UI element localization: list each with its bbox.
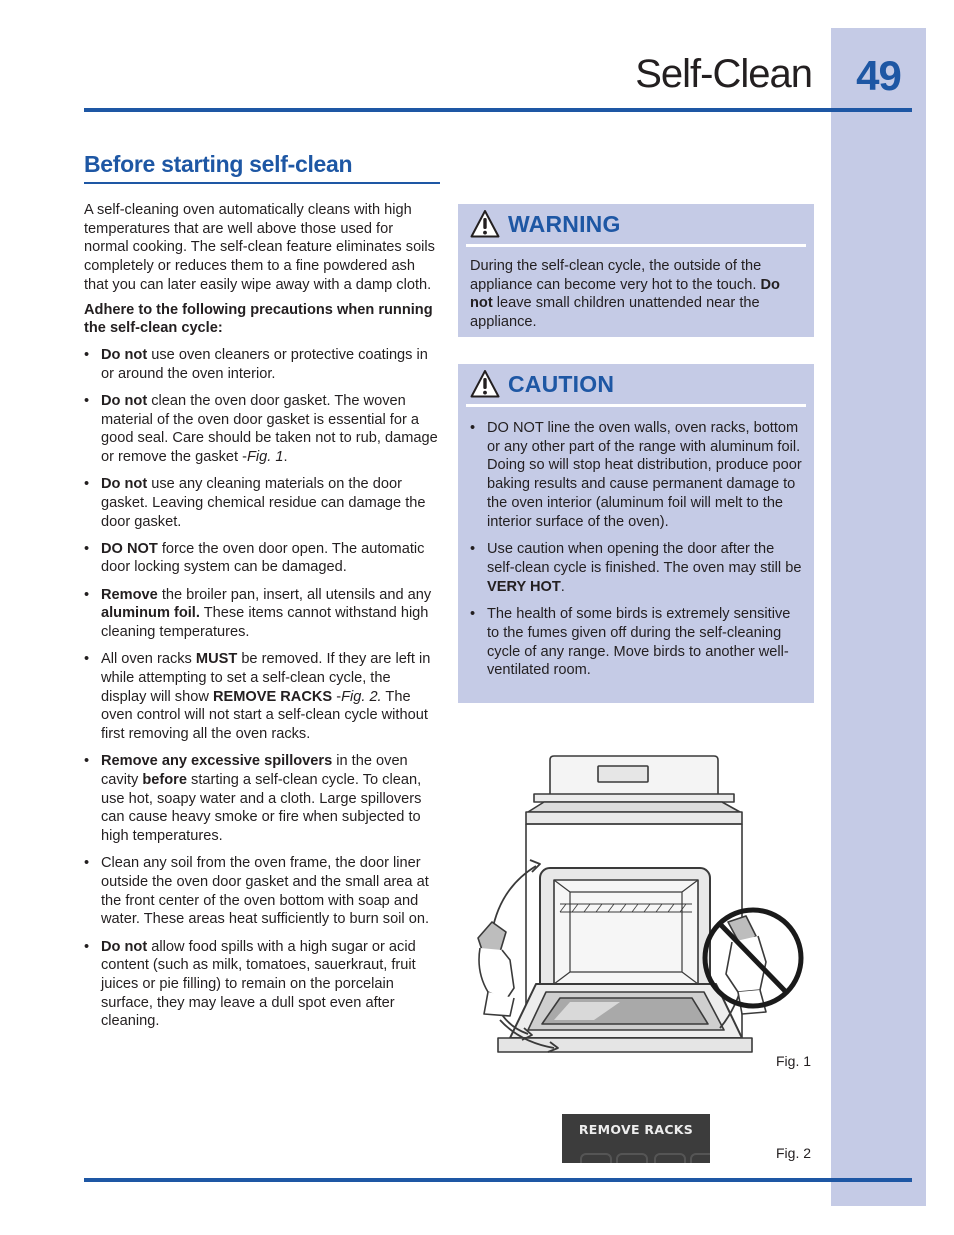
page-sidebar [831,28,926,1206]
list-item [84,650,440,744]
section-rule [84,182,440,184]
fig1-caption: Fig. 1 [776,1053,812,1069]
fig2-caption: Fig. 2 [776,1145,812,1161]
item-text: starting a self-clean cycle. To clean, use hot, soapy water and a cloth. Large spillovers can cause heavy smoke or fire when subjected to high temperatures. [101,771,422,845]
item-text: All oven racks [101,651,196,668]
item-text: use oven cleaners or protective coatings in or around the oven interior. [101,346,428,382]
display-segment [690,1153,710,1163]
item-text: These items cannot withstand high cleaning temperatures. [101,605,429,641]
figure-ref: Fig. 1 [247,448,284,465]
warning-box [458,204,814,337]
item-text: DO NOT line the oven walls, oven racks, bottom or any other part of the range with aluminum foil. Doing so will stop heat distribution, produce poor baking results and cause permanent damage to the oven interior (aluminum foil will melt to the interior surface of the oven). [487,420,802,530]
list-item [84,540,440,577]
bold-lead: Do not [101,938,148,955]
figure-ref: Fig. 2. [341,688,382,705]
display-segment [654,1153,686,1163]
caution-triangle-icon [470,369,500,399]
item-text: allow food spills with a high sugar or acid content (such as milk, tomatoes, sauerkraut, fruit juices or pie filling) to remain on the porcelain surface, they may leave a dull spot even after cleaning. [101,938,416,1030]
left-column [84,201,440,1040]
bold-term: aluminum foil. [101,605,200,622]
warning-label: WARNING [508,210,621,237]
item-text: The health of some birds is extremely sensitive to the fumes given off during the self-cleaning cycle of any range. Move birds to another well-ventilated room. [487,606,791,679]
precautions-heading: Adhere to the following precautions when running the self-clean cycle: [84,301,433,337]
bold-term: VERY HOT [487,578,561,595]
bold-lead: Remove [101,586,158,603]
item-end: . [283,448,288,465]
precautions-list [84,346,440,1031]
display-readout: REMOVE RACKS [578,1122,694,1137]
page-number: 49 [856,52,901,99]
item-text: force the oven door open. The automatic door locking system can be damaged. [101,540,425,576]
bold-term: before [142,771,187,788]
header-rule [84,108,912,112]
footer-rule [84,1178,912,1182]
item-text: the broiler pan, insert, all utensils and any [157,586,432,603]
caution-label: CAUTION [508,370,615,397]
item-end: . [560,578,565,595]
display-segment [580,1153,612,1163]
section-heading: Before starting self-clean [84,151,353,177]
bold-lead: Do not [101,476,148,493]
intro-paragraph: A self-cleaning oven automatically cleans with high temperatures that are well above those used for normal cooking. The self-clean feature eliminates soils completely or reduces them to a fine powdered ash that you can later easily wipe away with a damp cloth. [84,202,435,293]
list-item [84,475,440,531]
list-item [470,605,802,680]
bold-lead: Remove any excessive spillovers [101,753,333,770]
warning-header [466,204,806,247]
page-title: Self-Clean [635,52,812,96]
list-item [84,854,440,929]
list-item [84,752,440,846]
oven-door-illustration [470,752,810,1062]
warning-bold: Do not [470,276,780,312]
oven-display-panel [562,1114,710,1163]
bold-lead: Do not [101,346,148,363]
item-text: clean the oven door gasket. The woven material of the oven door gasket is essential for a good seal. Care should be taken not to rub, damage or remove the gasket - [101,392,438,465]
list-item [84,346,440,383]
bold-term: REMOVE RACKS [212,688,333,705]
warning-text-part: leave small children unattended near the appliance. [470,295,760,331]
warning-text [458,247,814,332]
item-text: in the oven cavity [101,753,408,788]
warning-text-part: During the self-clean cycle, the outside of the appliance can become very hot to the touch. [470,258,762,293]
item-text: Clean any soil from the oven frame, the door liner outside the oven door gasket and the small area at the front center of the oven bottom with soap and water. These areas heat sufficiently to burn soil on. [101,855,430,928]
item-text: The oven control will not start a self-clean cycle without first removing all the oven racks. [101,688,428,743]
list-item [84,392,440,467]
item-text: be removed. If they are left in while attempting to set a self-clean cycle, the display will show [101,651,431,705]
list-item [84,586,440,642]
item-text: - [332,688,342,705]
caution-box [458,364,814,703]
item-text: Use caution when opening the door after the self-clean cycle is finished. The oven may still be [487,541,802,576]
caution-header [466,364,806,407]
warning-triangle-icon [470,209,500,239]
bold-term: MUST [195,651,238,668]
caution-body [458,407,814,680]
list-item [470,540,802,596]
list-item [84,938,440,1032]
bold-lead: Do not [101,392,148,409]
display-segment [616,1153,648,1163]
item-text: use any cleaning materials on the door gasket. Leaving chemical residue can damage the door gasket. [101,476,426,530]
bold-lead: DO NOT [101,540,158,557]
caution-list [470,419,802,680]
list-item [470,419,802,531]
